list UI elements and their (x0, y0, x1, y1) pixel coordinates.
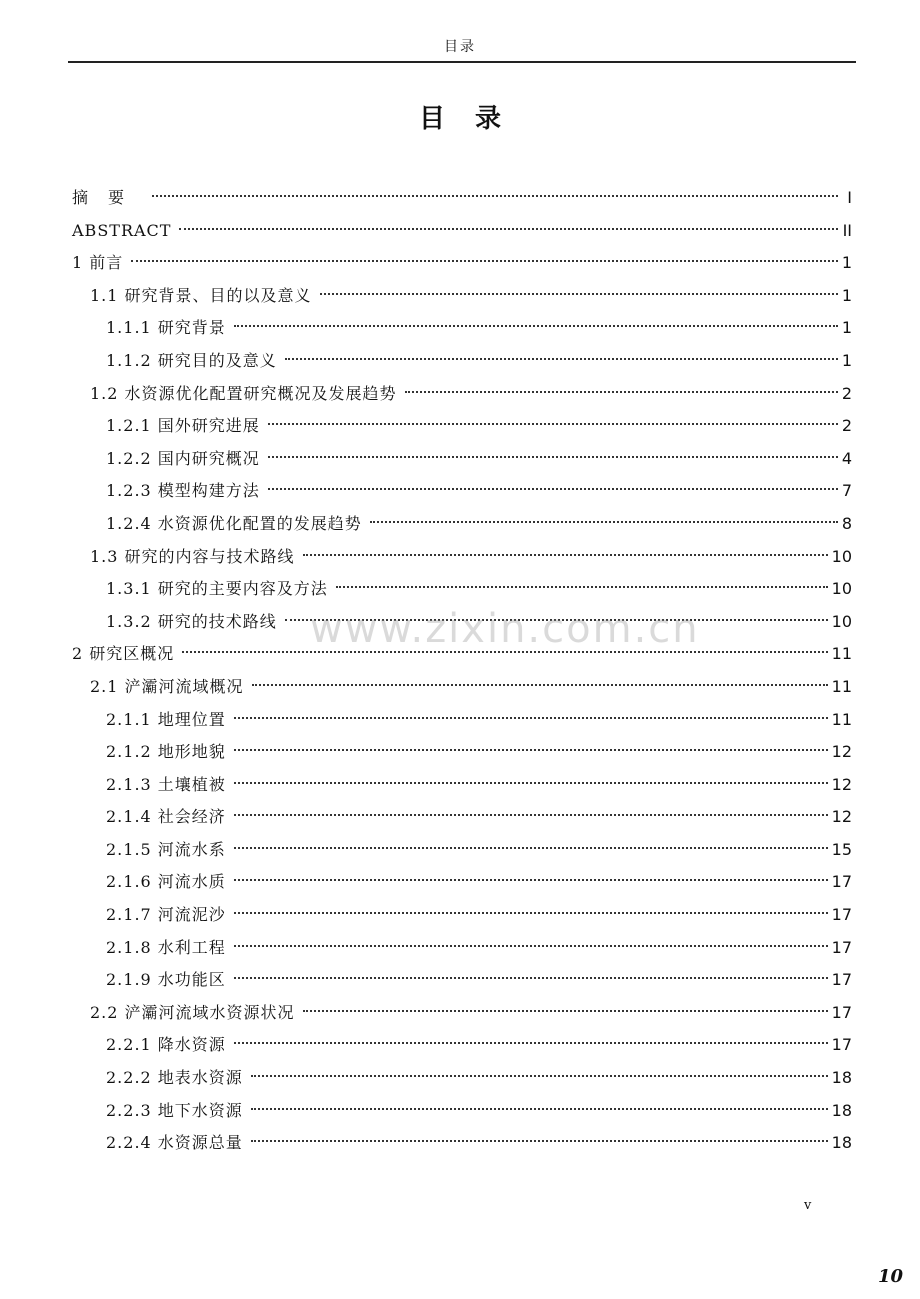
toc-entry-page: 17 (831, 872, 852, 892)
toc-entry-label: 1.3.1 研究的主要内容及方法 (106, 579, 328, 599)
toc-entry-page: 11 (831, 709, 852, 729)
toc-dot-leader (251, 1140, 828, 1142)
toc-dot-leader (234, 1042, 828, 1044)
toc-entry-label: ABSTRACT (72, 220, 172, 240)
toc-entry-page: 12 (831, 807, 852, 827)
toc-entry-label: 2 研究区概况 (72, 644, 175, 664)
toc-entry-label: 1.3.2 研究的技术路线 (106, 611, 277, 631)
toc-entry-label: 1.2.3 模型构建方法 (106, 481, 260, 501)
toc-entry-page: 17 (831, 970, 852, 990)
toc-dot-leader (152, 195, 838, 197)
toc-entry-label: 2.1.1 地理位置 (106, 709, 226, 729)
toc-entry-label: 2.2.4 水资源总量 (106, 1133, 243, 1153)
toc-entry[interactable] (72, 1095, 852, 1128)
toc-dot-leader (303, 1010, 828, 1012)
toc-entry-page: 10 (831, 546, 852, 566)
toc-entry[interactable] (72, 508, 852, 541)
toc-entry-page: 1 (841, 285, 852, 305)
toc-entry[interactable] (72, 443, 852, 476)
toc-dot-leader (234, 847, 828, 849)
toc-entry[interactable] (72, 1127, 852, 1160)
toc-entry-page: 17 (831, 937, 852, 957)
toc-entry[interactable] (72, 834, 852, 867)
toc-dot-leader (268, 488, 838, 490)
toc-entry-label: 1.2.4 水资源优化配置的发展趋势 (106, 513, 362, 533)
toc-entry[interactable] (72, 1062, 852, 1095)
toc-entry[interactable] (72, 1029, 852, 1062)
toc-entry[interactable] (72, 671, 852, 704)
toc-entry-label: 1.1.2 研究目的及意义 (106, 350, 277, 370)
toc-dot-leader (268, 423, 838, 425)
toc-dot-leader (234, 977, 828, 979)
toc-entry-label: 1.1.1 研究背景 (106, 318, 226, 338)
watermark: www.zixin.com.cn (310, 606, 700, 652)
header-rule (68, 61, 856, 63)
toc-entry-page: 7 (841, 481, 852, 501)
toc-entry-page: 12 (831, 774, 852, 794)
toc-entry-label: 2.2 浐灞河流域水资源状况 (90, 1002, 295, 1022)
toc-entry[interactable] (72, 866, 852, 899)
toc-entry[interactable] (72, 932, 852, 965)
toc-dot-leader (268, 456, 838, 458)
toc-entry[interactable] (72, 541, 852, 574)
toc-entry-label: 1.2.1 国外研究进展 (106, 416, 260, 436)
toc-entry-label: 2.1.8 水利工程 (106, 937, 226, 957)
toc-entry-label: 2.2.3 地下水资源 (106, 1100, 243, 1120)
toc-entry[interactable] (72, 769, 852, 802)
toc-dot-leader (320, 293, 838, 295)
toc-dot-leader (251, 1075, 828, 1077)
toc-entry-page: 2 (841, 383, 852, 403)
toc-dot-leader (234, 749, 828, 751)
toc-dot-leader (252, 684, 828, 686)
toc-entry[interactable] (72, 736, 852, 769)
toc-entry[interactable] (72, 573, 852, 606)
toc-entry-page: 18 (831, 1100, 852, 1120)
toc-dot-leader (370, 521, 838, 523)
toc-entry-page: 18 (831, 1068, 852, 1088)
toc-entry-page: 4 (841, 448, 852, 468)
toc-entry-page: 15 (831, 839, 852, 859)
toc-dot-leader (251, 1108, 828, 1110)
toc-entry-label: 2.1.9 水功能区 (106, 970, 226, 990)
toc-dot-leader (303, 554, 828, 556)
handwritten-page-mark: 10 (878, 1266, 904, 1287)
table-of-contents (72, 182, 852, 1160)
toc-dot-leader (131, 260, 838, 262)
toc-entry[interactable] (72, 475, 852, 508)
toc-entry-label: 2.2.1 降水资源 (106, 1035, 226, 1055)
toc-entry-page: 17 (831, 1035, 852, 1055)
toc-entry[interactable] (72, 801, 852, 834)
toc-entry-page: 1 (841, 318, 852, 338)
toc-entry-page: 10 (831, 579, 852, 599)
toc-entry[interactable] (72, 704, 852, 737)
toc-entry[interactable] (72, 378, 852, 411)
toc-entry[interactable] (72, 899, 852, 932)
toc-entry[interactable] (72, 997, 852, 1030)
toc-entry-label: 摘要 (72, 188, 145, 207)
toc-entry-label: 1 前言 (72, 253, 124, 273)
toc-entry-label: 1.2.2 国内研究概况 (106, 448, 260, 468)
toc-entry-page: 11 (831, 676, 852, 696)
toc-dot-leader (234, 717, 828, 719)
toc-entry-page: 17 (831, 905, 852, 925)
toc-dot-leader (234, 912, 828, 914)
toc-dot-leader (234, 325, 838, 327)
toc-entry-label: 1.2 水资源优化配置研究概况及发展趋势 (90, 383, 397, 403)
toc-entry-page: 10 (831, 611, 852, 631)
toc-entry-label: 2.1 浐灞河流域概况 (90, 676, 244, 696)
toc-entry-label: 1.3 研究的内容与技术路线 (90, 546, 295, 566)
toc-dot-leader (234, 879, 828, 881)
toc-entry-label: 2.1.7 河流泥沙 (106, 905, 226, 925)
toc-entry[interactable] (72, 964, 852, 997)
toc-entry-label: 2.1.3 土壤植被 (106, 774, 226, 794)
toc-entry-label: 2.1.6 河流水质 (106, 872, 226, 892)
toc-entry-label: 2.2.2 地表水资源 (106, 1068, 243, 1088)
toc-entry-label: 2.1.4 社会经济 (106, 807, 226, 827)
toc-entry-page: 18 (831, 1133, 852, 1153)
toc-entry-page: 2 (841, 416, 852, 436)
toc-entry-label: 2.1.2 地形地貌 (106, 742, 226, 762)
toc-entry[interactable] (72, 410, 852, 443)
toc-dot-leader (234, 782, 828, 784)
toc-dot-leader (336, 586, 828, 588)
toc-entry-page: I (847, 188, 852, 207)
toc-entry-label: 1.1 研究背景、目的以及意义 (90, 285, 312, 305)
running-header: 目录 (444, 39, 476, 55)
toc-entry-page: 8 (841, 513, 852, 533)
toc-entry-page: 17 (831, 1002, 852, 1022)
toc-entry[interactable] (72, 312, 852, 345)
page-title: 目录 (418, 104, 531, 134)
toc-entry-page: 1 (841, 350, 852, 370)
toc-dot-leader (405, 391, 838, 393)
toc-dot-leader (234, 945, 828, 947)
toc-dot-leader (179, 228, 838, 230)
page-number: v (804, 1198, 812, 1213)
toc-entry[interactable] (72, 247, 852, 280)
toc-entry[interactable] (72, 280, 852, 313)
toc-entry-page: 1 (841, 253, 852, 273)
toc-entry-page: II (842, 220, 852, 240)
toc-entry[interactable] (72, 345, 852, 378)
toc-entry[interactable] (72, 215, 852, 248)
toc-entry-page: 11 (831, 644, 852, 664)
toc-entry-page: 12 (831, 742, 852, 762)
toc-entry-label: 2.1.5 河流水系 (106, 839, 226, 859)
toc-entry[interactable] (72, 182, 852, 215)
toc-dot-leader (285, 358, 838, 360)
toc-dot-leader (234, 814, 828, 816)
